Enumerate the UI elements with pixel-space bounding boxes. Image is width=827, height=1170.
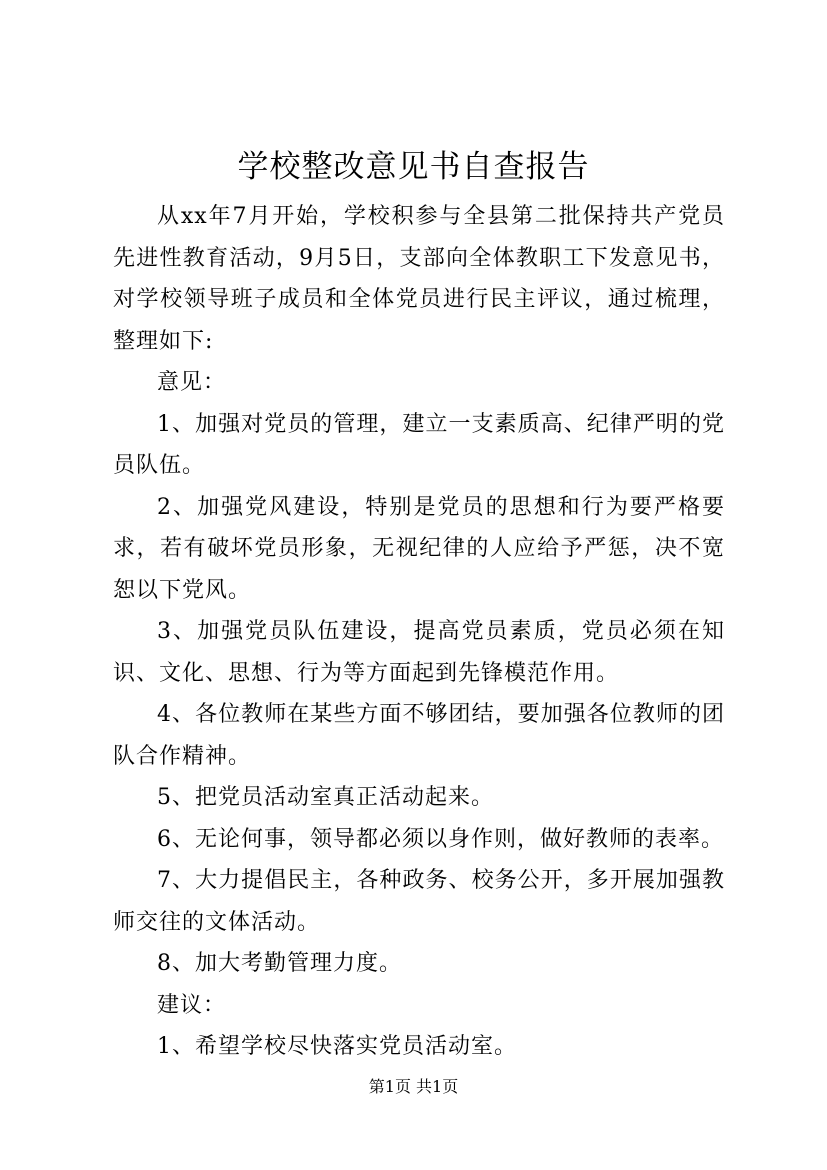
intro-paragraph: 从xx年7月开始，学校积参与全县第二批保持共产党员先进性教育活动，9月5日，支部向全体教职工下发意见书，对学校领导班子成员和全体党员进行民主评议，通过梳理，整理如下: [113, 204, 725, 354]
suggestion-item-1: 1、希望学校尽快落实党员活动室。 [157, 1034, 517, 1059]
opinion-item-4: 4、各位教师在某些方面不够团结，要加强各位教师的团队合作精神。 [113, 702, 725, 769]
page-number-footer: 第1页 共1页 [368, 1077, 459, 1096]
opinions-heading: 意见： [157, 370, 227, 395]
suggestions-heading: 建议： [157, 992, 227, 1018]
opinion-item-3: 3、加强党员队伍建设，提高党员素质，党员必须在知识、文化、思想、行为等方面起到先锋模范作用。 [113, 619, 725, 686]
opinion-item-8: 8、加大考勤管理力度。 [157, 951, 402, 976]
document-body [113, 196, 725, 1068]
opinion-item-5: 5、把党员活动室真正活动起来。 [157, 785, 494, 810]
opinion-item-2: 2、加强党风建设，特别是党员的思想和行为要严格要求，若有破坏党员形象，无视纪律的人应给予严惩，决不宽恕以下党风。 [113, 494, 725, 603]
document-title: 学校整改意见书自查报告 [237, 149, 590, 185]
opinion-item-7: 7、大力提倡民主，各种政务、校务公开，多开展加强教师交往的文体活动。 [113, 868, 725, 935]
opinion-item-1: 1、加强对党员的管理，建立一支素质高、纪律严明的党员队伍。 [113, 411, 725, 478]
opinion-item-6: 6、无论何事，领导都必须以身作则，做好教师的表率。 [157, 826, 724, 852]
